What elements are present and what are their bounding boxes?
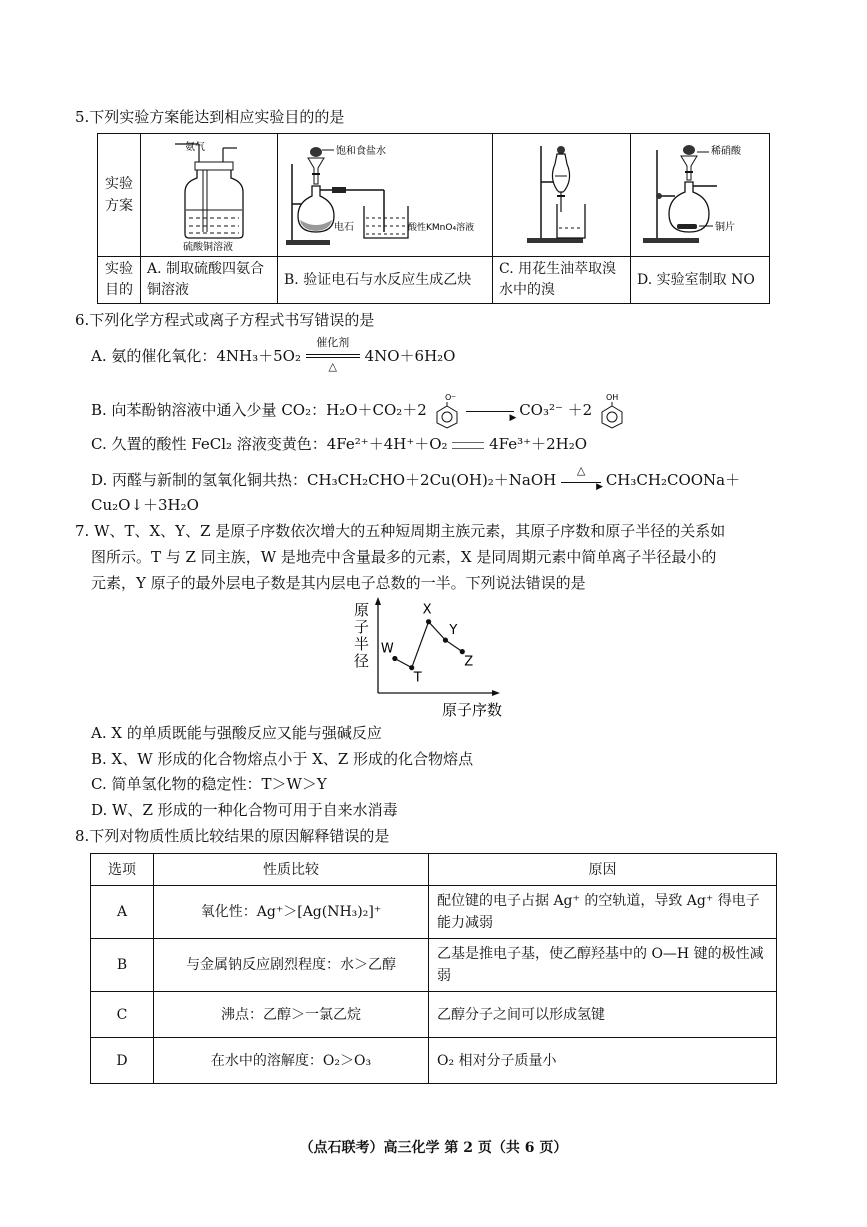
svg-text:铜片: 铜片 <box>715 222 735 233</box>
point-label-x: X <box>422 602 432 618</box>
q5-stem: 5.下列实验方案能达到相应实验目的的是 <box>75 108 345 126</box>
q7-stem-line3: 元素，Y 原子的最外层电子数是其内层电子总数的一半。下列说法错误的是 <box>91 574 586 592</box>
svg-text:氨气: 氨气 <box>185 142 205 153</box>
q6-d-cond: △ <box>576 464 586 477</box>
q8-row-d-compare: 在水中的溶解度：O₂＞O₃ <box>154 1038 429 1084</box>
q8-header-row <box>91 854 777 886</box>
q6-option-b <box>91 393 627 429</box>
data-point-y <box>443 638 448 643</box>
data-point-t <box>409 665 414 670</box>
x-axis-label: 原子序数 <box>442 701 503 719</box>
q6-a-cond-top: 催化剂 <box>316 336 350 349</box>
q6-b-prefix: B. 向苯酚钠溶液中通入少量 CO₂：H₂O＋CO₂＋2 <box>91 401 427 419</box>
q5-d-apparatus <box>631 134 770 257</box>
table-row <box>91 886 777 939</box>
svg-text:OH: OH <box>606 393 619 402</box>
q8-row-a-reason: 配位键的电子占据 Ag⁺ 的空轨道，导致 Ag⁺ 得电子能力减弱 <box>429 886 777 939</box>
svg-text:稀硝酸: 稀硝酸 <box>711 146 741 157</box>
q6-option-c <box>91 433 587 455</box>
q8-table <box>90 853 777 1084</box>
acetylene-apparatus-diagram <box>278 134 492 252</box>
q7-option-c: C. 简单氢化物的稳定性：T＞W＞Y <box>91 775 327 793</box>
q6-option-d-line2: Cu₂O↓＋3H₂O <box>91 496 199 514</box>
phenol-structure-icon <box>597 393 627 429</box>
svg-text:饱和食盐水: 饱和食盐水 <box>336 146 386 157</box>
q8-row-a-option: A <box>91 886 154 939</box>
q6-stem: 6.下列化学方程式或离子方程式书写错误的是 <box>75 311 375 329</box>
y-axis-label-char: 子 <box>354 618 370 636</box>
q6-a-condition <box>306 336 360 373</box>
data-point-w <box>392 656 397 661</box>
page-footer: （点石联考）高三化学 第 2 页（共 6 页） <box>299 1140 568 1156</box>
table-row <box>91 939 777 992</box>
q6-c-equals <box>452 442 484 449</box>
q5-table <box>97 133 770 304</box>
x-axis-arrow <box>492 690 500 696</box>
q8-row-c-compare: 沸点：乙醇＞一氯乙烷 <box>154 992 429 1038</box>
table-row <box>91 992 777 1038</box>
svg-text:电石: 电石 <box>334 222 354 233</box>
q5-c-label: C. 用花生油萃取溴水中的溴 <box>493 257 631 304</box>
q8-row-b-option: B <box>91 939 154 992</box>
data-point-z <box>460 649 465 654</box>
q8-row-b-reason: 乙基是推电子基，使乙醇羟基中的 O—H 键的极性减弱 <box>429 939 777 992</box>
svg-text:酸性KMnO₄溶液: 酸性KMnO₄溶液 <box>408 223 475 233</box>
y-axis-label-char: 原 <box>354 601 370 619</box>
q7-stem-line2: 图所示。T 与 Z 同主族，W 是地壳中含量最多的元素，X 是同周期元素中简单离子半径最小的 <box>91 548 717 566</box>
q6-a-prefix: A. 氨的催化氧化：4NH₃＋5O₂ <box>91 347 301 365</box>
y-axis-arrow <box>375 597 381 605</box>
q5-b-apparatus <box>278 134 493 257</box>
q8-row-b-compare: 与金属钠反应剧烈程度：水＞乙醇 <box>154 939 429 992</box>
q6-b-mid: CO₃²⁻ ＋2 <box>519 401 593 419</box>
q5-row1-label: 实验方案 <box>98 134 141 257</box>
separatory-funnel-diagram <box>493 134 630 252</box>
q8-header-option: 选项 <box>91 854 154 886</box>
q8-row-d-option: D <box>91 1038 154 1084</box>
q5-row2-label: 实验目的 <box>98 257 141 304</box>
q5-a-label: A. 制取硫酸四氨合铜溶液 <box>141 257 278 304</box>
radius-vs-atomic-number-chart <box>350 597 530 722</box>
q8-row-c-option: C <box>91 992 154 1038</box>
q7-option-b: B. X、W 形成的化合物熔点小于 X、Z 形成的化合物熔点 <box>91 750 474 768</box>
phenoxide-structure-icon <box>432 393 462 429</box>
q6-a-cond-bottom: △ <box>328 360 338 373</box>
q5-b-label: B. 验证电石与水反应生成乙炔 <box>278 257 493 304</box>
y-axis-label-char: 半 <box>354 635 370 653</box>
q6-d-suffix: CH₃CH₂COONa＋ <box>605 471 741 489</box>
q5-d-label: D. 实验室制取 NO <box>631 257 770 304</box>
q6-b-arrow: ▶ <box>466 411 514 412</box>
q8-row-c-reason: 乙醇分子之间可以形成氢键 <box>429 992 777 1038</box>
point-label-w: W <box>380 641 394 657</box>
q6-d-condition: △ ▶ <box>561 468 601 494</box>
svg-text:O: O <box>444 393 451 402</box>
point-label-z: Z <box>464 654 474 670</box>
q7-stem-line1: 7. W、T、X、Y、Z 是原子序数依次增大的五种短周期主族元素，其原子序数和原子半径的关系如 <box>75 522 726 540</box>
svg-text:硫酸铜溶液: 硫酸铜溶液 <box>183 242 233 252</box>
q8-row-a-compare: 氧化性：Ag⁺＞[Ag(NH₃)₂]⁺ <box>154 886 429 939</box>
q5-c-apparatus <box>493 134 631 257</box>
svg-text:−: − <box>450 393 456 400</box>
q7-option-a: A. X 的单质既能与强酸反应又能与强碱反应 <box>91 724 382 742</box>
y-axis-label <box>354 601 369 670</box>
q6-a-suffix: 4NO＋6H₂O <box>364 347 456 365</box>
point-label-t: T <box>413 670 422 686</box>
point-label-y: Y <box>449 623 458 639</box>
q8-header-compare: 性质比较 <box>154 854 429 886</box>
no-generation-diagram <box>631 134 769 252</box>
data-point-x <box>426 619 431 624</box>
series <box>381 603 473 686</box>
q8-stem: 8.下列对物质性质比较结果的原因解释错误的是 <box>75 827 390 845</box>
q6-option-d-line1 <box>91 464 741 494</box>
q6-c-text: C. 久置的酸性 FeCl₂ 溶液变黄色：4Fe²⁺＋4H⁺＋O₂ <box>91 435 448 453</box>
q8-row-d-reason: O₂ 相对分子质量小 <box>429 1038 777 1084</box>
gas-washing-bottle-diagram <box>141 134 277 252</box>
q5-a-apparatus <box>141 134 278 257</box>
q8-header-reason: 原因 <box>429 854 777 886</box>
q6-c-suffix: 4Fe³⁺＋2H₂O <box>489 435 587 453</box>
q7-option-d: D. W、Z 形成的一种化合物可用于自来水消毒 <box>91 801 398 819</box>
q6-option-a <box>91 336 456 373</box>
y-axis-label-char: 径 <box>354 652 370 670</box>
table-row <box>91 1038 777 1084</box>
q6-d-prefix: D. 丙醛与新制的氢氧化铜共热：CH₃CH₂CHO＋2Cu(OH)₂＋NaOH <box>91 471 557 489</box>
